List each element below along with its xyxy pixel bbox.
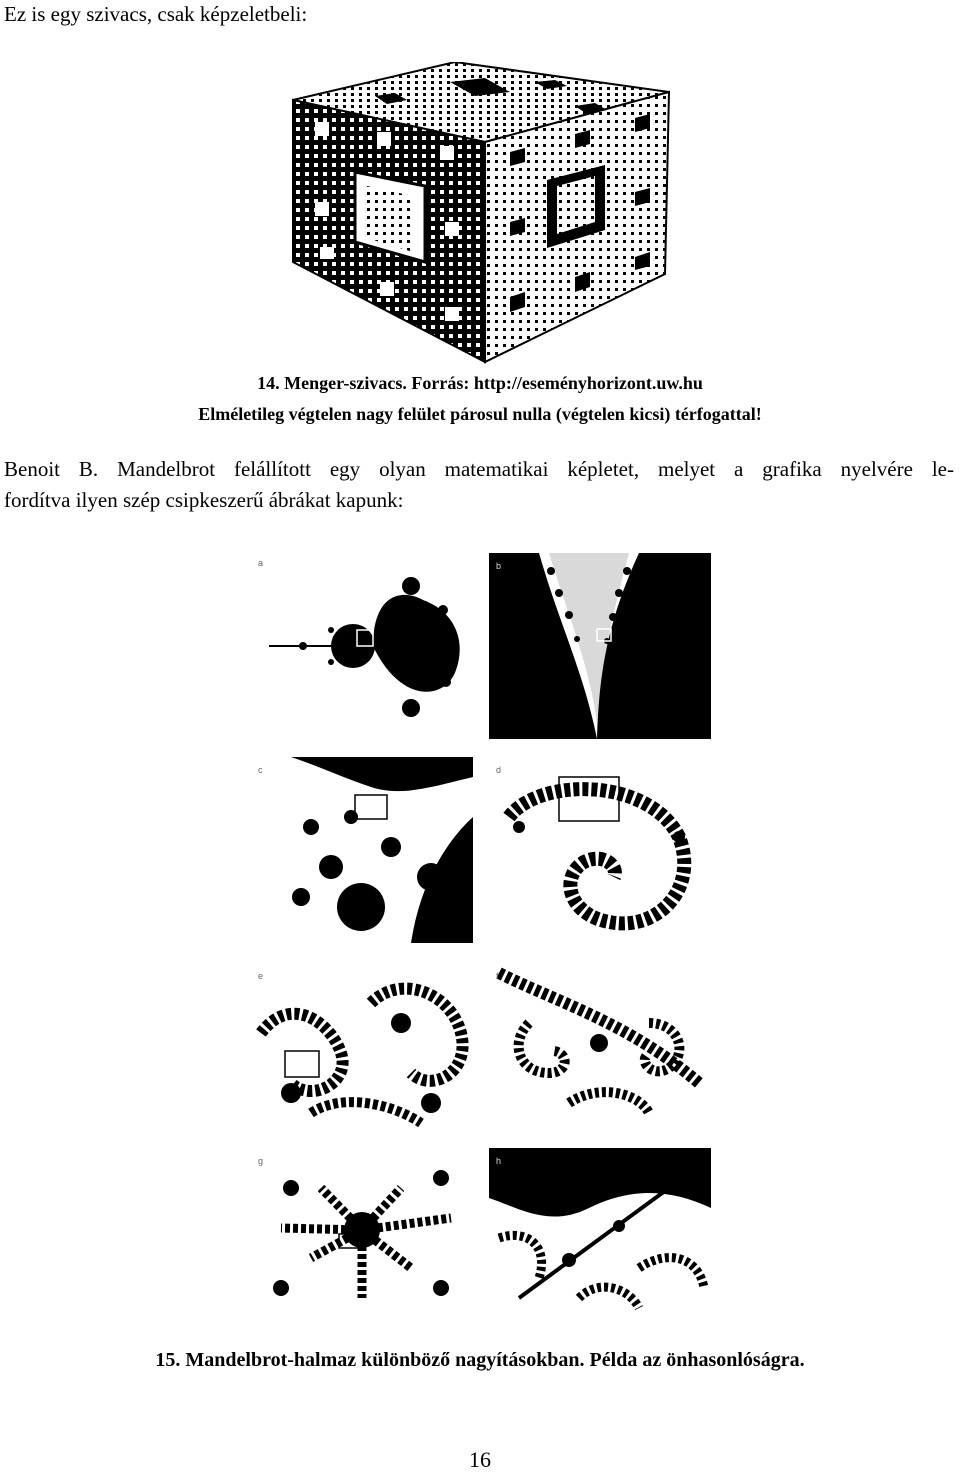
panel-label-e: e <box>258 971 264 981</box>
mandelbrot-zoom-h-image <box>489 1148 711 1312</box>
mandelbrot-zoom-c-image <box>251 757 473 943</box>
figure-14-caption-line1: 14. Menger-szivacs. Forrás: http://eseményhorizont.uw.hu <box>257 373 703 393</box>
mandelbrot-spirals-f-image <box>489 963 711 1149</box>
mandelbrot-overview-image <box>251 550 473 736</box>
panel-label-f: f <box>496 971 499 981</box>
mandelbrot-spiral-d-image <box>489 757 711 943</box>
mandelbrot-zoom-b-image <box>489 553 711 739</box>
page-number: 16 <box>469 1447 491 1472</box>
figure-14-caption-line2: Elméletileg végtelen nagy felület párosul nulla (végtelen kicsi) térfogattal! <box>198 404 762 424</box>
paragraph-line2: fordítva ilyen szép csipkeszerű ábrákat kapunk: <box>4 488 404 512</box>
mandelbrot-paragraph <box>4 454 954 516</box>
fractal-panel-g <box>251 1148 473 1334</box>
fractal-panel-f <box>489 963 711 1149</box>
mandelbrot-zoom-e-image <box>251 963 473 1149</box>
panel-label-a: a <box>258 558 264 568</box>
menger-sponge-image <box>285 62 675 367</box>
panel-label-d: d <box>496 765 502 775</box>
panel-label-c: c <box>258 765 263 775</box>
fractal-panel-b <box>489 553 711 739</box>
fractal-panel-c <box>251 757 473 943</box>
panel-label-g: g <box>258 1156 264 1166</box>
paragraph-line1: Benoit B. Mandelbrot felállított egy olyan matematikai képletet, melyet a grafika nyelvére le- <box>4 457 954 481</box>
fractal-panel-a <box>251 550 473 736</box>
mandelbrot-zoom-g-image <box>251 1148 473 1312</box>
fractal-panel-e <box>251 963 473 1149</box>
panel-label-b: b <box>496 561 502 571</box>
fractal-panel-d <box>489 757 711 943</box>
intro-text: Ez is egy szivacs, csak képzeletbeli: <box>4 2 308 26</box>
fractal-panel-h <box>489 1148 711 1334</box>
figure-15-caption: 15. Mandelbrot-halmaz különböző nagyításokban. Példa az önhasonlóságra. <box>155 1349 805 1371</box>
panel-label-h: h <box>496 1156 502 1166</box>
